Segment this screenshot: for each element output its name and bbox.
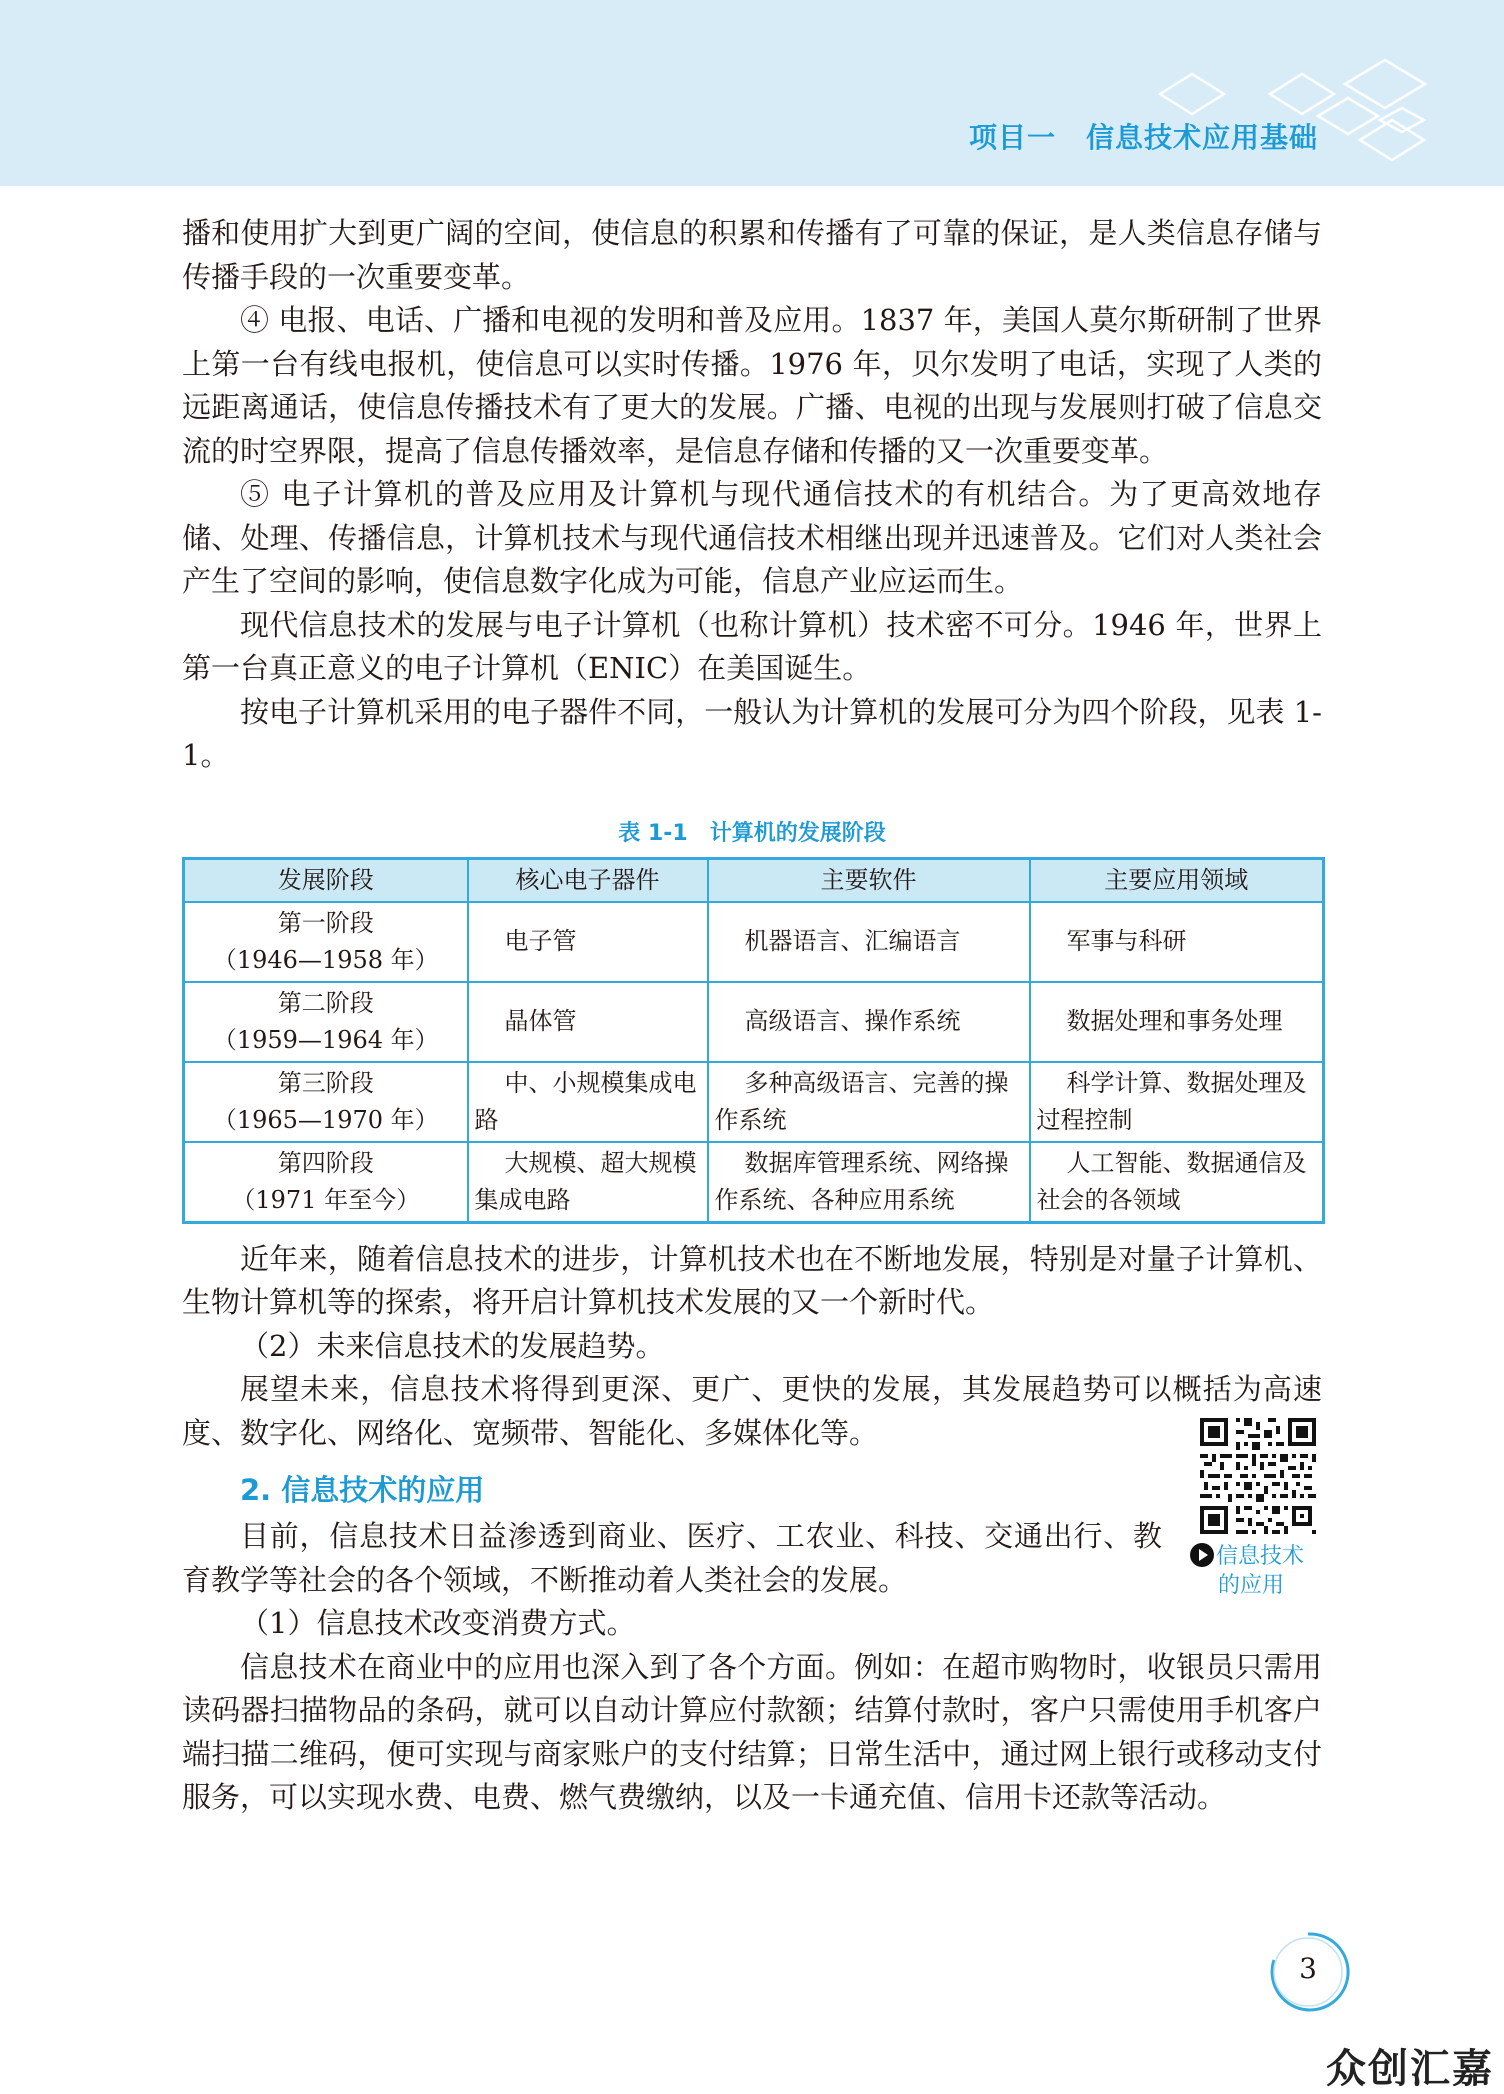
table-caption [182,816,1322,847]
table-row [184,1062,1324,1142]
section-heading: 2. 信息技术的应用 [240,1473,485,1507]
software-cell: 高级语言、操作系统 [708,982,1030,1062]
application-cell: 科学计算、数据处理及过程控制 [1030,1062,1324,1142]
paragraph: 信息技术在商业中的应用也深入到了各个方面。例如：在超市购物时，收银员只需用读码器扫描物品的条码，就可以自动计算应付款额；结算付款时，客户只需使用手机客户端扫描二维码，便可实现与商家账户的支付结算；日常生活中，通过网上银行或移动支付服务，可以实现水费、电费、燃气费缴纳，以及一卡通充值、信用卡还款等活动。 [182,1649,1322,1814]
main-content [182,212,1322,1820]
page-header [0,0,1504,186]
application-cell: 数据处理和事务处理 [1030,982,1324,1062]
chapter-name: 信息技术应用基础 [1085,121,1318,154]
paragraph: ④ 电报、电话、广播和电视的发明和普及应用。1837 年，美国人莫尔斯研制了世界上第一台有线电报机，使信息可以实时传播。1976 年，贝尔发明了电话，实现了人类的远距离通话，使信息传播技术有了更大的发展。广播、电视的出现与发展则打破了信息交流的时空界限，提高了信息传播效率，是信息存储和传播的又一次重要变革。 [182,303,1322,468]
section-intro [182,1515,1162,1602]
stage-cell [184,902,468,982]
stage-period: （1971 年至今） [231,1185,421,1214]
stage-name: 第四阶段 [277,1148,374,1177]
qr-caption[interactable] [1190,1542,1340,1600]
paragraph: 展望未来，信息技术将得到更深、更广、更快的发展，其发展趋势可以概括为高速度、数字化、网络化、宽频带、智能化、多媒体化等。 [182,1372,1322,1450]
column-header: 发展阶段 [184,858,468,902]
table-row [184,1142,1324,1223]
column-header: 核心电子器件 [468,858,708,902]
device-cell: 晶体管 [468,982,708,1062]
watermark-logo: 众创汇嘉 [1326,2046,1494,2092]
paragraph: 目前，信息技术日益渗透到商业、医疗、工农业、科技、交通出行、教育教学等社会的各个领域，不断推动着人类社会的发展。 [182,1519,1162,1597]
stage-cell [184,1062,468,1142]
software-cell: 数据库管理系统、网络操作系统、各种应用系统 [708,1142,1030,1223]
application-cell: 军事与科研 [1030,902,1324,982]
stage-period: （1946—1958 年） [212,945,439,974]
stage-name: 第三阶段 [277,1068,374,1097]
stage-period: （1965—1970 年） [212,1105,439,1134]
table-number: 表 1-1 [618,820,688,846]
project-label: 项目一 [968,121,1056,154]
qr-caption-line2: 的应用 [1218,1573,1285,1598]
device-cell: 大规模、超大规模集成电路 [468,1142,708,1223]
paragraph: ⑤ 电子计算机的普及应用及计算机与现代通信技术的有机结合。为了更高效地存储、处理、传播信息，计算机技术与现代通信技术相继出现并迅速普及。它们对人类社会产生了空间的影响，使信息数字化成为可能，信息产业应运而生。 [182,477,1322,598]
stage-cell [184,982,468,1062]
column-header: 主要应用领域 [1030,858,1324,902]
stage-name: 第一阶段 [277,908,374,937]
page-number [1266,1930,1350,2014]
stage-cell [184,1142,468,1223]
table-section [182,816,1322,1224]
software-cell: 机器语言、汇编语言 [708,902,1030,982]
device-cell: 电子管 [468,902,708,982]
qr-caption-line1: 信息技术 [1216,1544,1305,1569]
software-cell: 多种高级语言、完善的操作系统 [708,1062,1030,1142]
paragraph: 现代信息技术的发展与电子计算机（也称计算机）技术密不可分。1946 年，世界上第一台真正意义的电子计算机（ENIC）在美国诞生。 [182,607,1322,685]
paragraph: （2）未来信息技术的发展趋势。 [240,1328,665,1363]
table-header-row [184,858,1324,902]
paragraph: 近年来，随着信息技术的进步，计算机技术也在不断地发展，特别是对量子计算机、生物计算机等的探索，将开启计算机技术发展的又一个新时代。 [182,1241,1322,1319]
table-title: 计算机的发展阶段 [709,820,886,846]
stage-name: 第二阶段 [277,988,374,1017]
development-stages-table [182,857,1325,1224]
table-row [184,902,1324,982]
stage-period: （1959—1964 年） [212,1025,439,1054]
page-number-text: 3 [1299,1952,1317,1985]
paragraph: 按电子计算机采用的电子器件不同，一般认为计算机的发展可分为四个阶段，见表 1-1。 [182,694,1322,772]
paragraph: （1）信息技术改变消费方式。 [240,1606,636,1640]
play-icon[interactable] [1190,1543,1214,1567]
qr-code-icon[interactable] [1200,1418,1316,1534]
chapter-title [969,116,1318,156]
column-header: 主要软件 [708,858,1030,902]
paragraph: 播和使用扩大到更广阔的空间，使信息的积累和传播有了可靠的保证，是人类信息存储与传播手段的一次重要变革。 [182,216,1322,294]
table-row [184,982,1324,1062]
application-cell: 人工智能、数据通信及社会的各领域 [1030,1142,1324,1223]
device-cell: 中、小规模集成电路 [468,1062,708,1142]
